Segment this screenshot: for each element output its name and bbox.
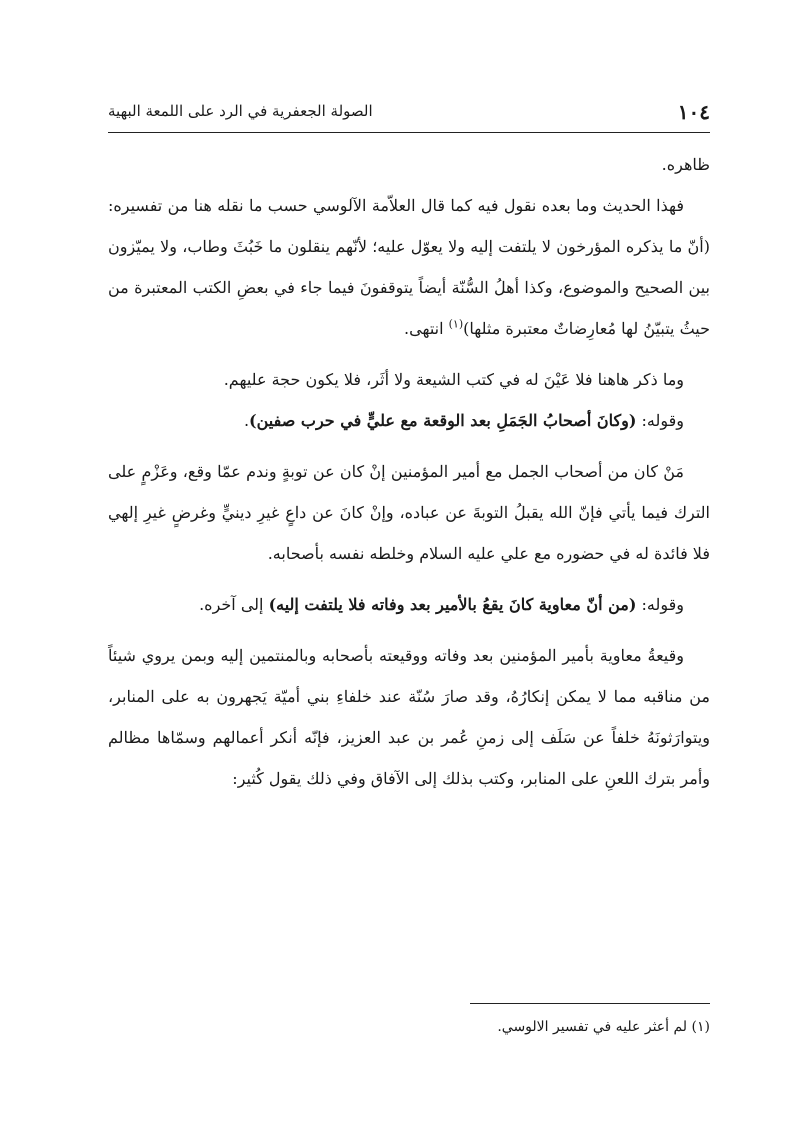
footnote: (١) لم أعثر عليه في تفسير الالوسي. (497, 1019, 710, 1035)
quote-end: . (243, 411, 250, 430)
quoted-statement: (وكانَ أصحابُ الجَمَلِ بعد الوقعة مع عليٍّ في حرب صفين) (249, 411, 637, 430)
paragraph-quote-jamal (108, 400, 710, 441)
paragraph-no-source: وما ذكر هاهنا فلا عَيْنَ له في كتب الشيعة ولا أثَر، فلا يكون حجة عليهم. (223, 370, 684, 389)
page-header (108, 96, 710, 132)
quote-intro: وقوله: (636, 595, 684, 614)
footnote-divider (470, 1003, 710, 1004)
footnote-ref[interactable]: (١) (448, 317, 464, 331)
running-title: الصولة الجعفرية في الرد على اللمعة البهية (108, 102, 373, 120)
quoted-statement: (من أنّ معاوية كانَ يقعُ بالأمير بعد وفاته فلا يلتفت إليه) (268, 595, 637, 614)
page-number: ١٠٤ (677, 100, 710, 124)
paragraph-continuation: ظاهره. (661, 155, 710, 174)
quote-end: إلى آخره. (199, 595, 269, 614)
quote-intro: وقوله: (636, 411, 684, 430)
paragraph-text: فهذا الحديث وما بعده نقول فيه كما قال العلاّمة الآلوسي حسب ما نقله هنا من تفسيره: (أنّ ما يذكره المؤرخون لا يلتفت إليه ولا يعوّل عليه؛ لأنّهم ينقلون ما خَبُثَ وطاب، ولا يميّزون بين الصحيح والموضوع، وكذا أهلُ السُّنّة أيضاً يتوقفونَ فيما جاء في بعضِ الكتب المعتبرة من حيثُ يتبيّنُ لها مُعارِضاتٌ معتبرة مثلها) (108, 196, 710, 338)
paragraph-muawiya-response: وقيعةُ معاوية بأمير المؤمنين بعد وفاته ووقيعته بأصحابه وبالمنتمين إليه وبمن يروي شيئاً من مناقبه مما لا يمكن إنكارُهُ، وقد صارَ سُنّة عند خلفاءِ بني أميّة يَجهرون به على المنابر، ويتوارَثونَهُ خلفاً عن سَلَف إلى زمنِ عُمر بن عبد العزيز، فإنّه أنكر أعمالهم وسمّاها مظالم وأمر بترك اللعنِ على المنابر، وكتب بذلك إلى الآفاق وفي ذلك يقول كُثير: (108, 646, 710, 788)
paragraph-text-end: انتهى. (404, 319, 449, 338)
header-divider (108, 132, 710, 133)
main-text (108, 144, 710, 799)
paragraph-alusi-quote (108, 185, 710, 349)
paragraph-jamal-response: مَنْ كان من أصحاب الجمل مع أمير المؤمنين إنْ كان عن توبةٍ وندم عمّا وقع، وعَزْمٍ على الترك فيما يأتي فإنّ الله يقبلُ التوبةَ عن عباده، وإنْ كانَ عن داعٍ غيرِ دينيٍّ وغرضٍ غيرِ إلهي فلا فائدة له في حضوره مع علي عليه السلام وخلطه نفسه بأصحابه. (108, 462, 710, 563)
paragraph-quote-muawiya (108, 584, 710, 625)
